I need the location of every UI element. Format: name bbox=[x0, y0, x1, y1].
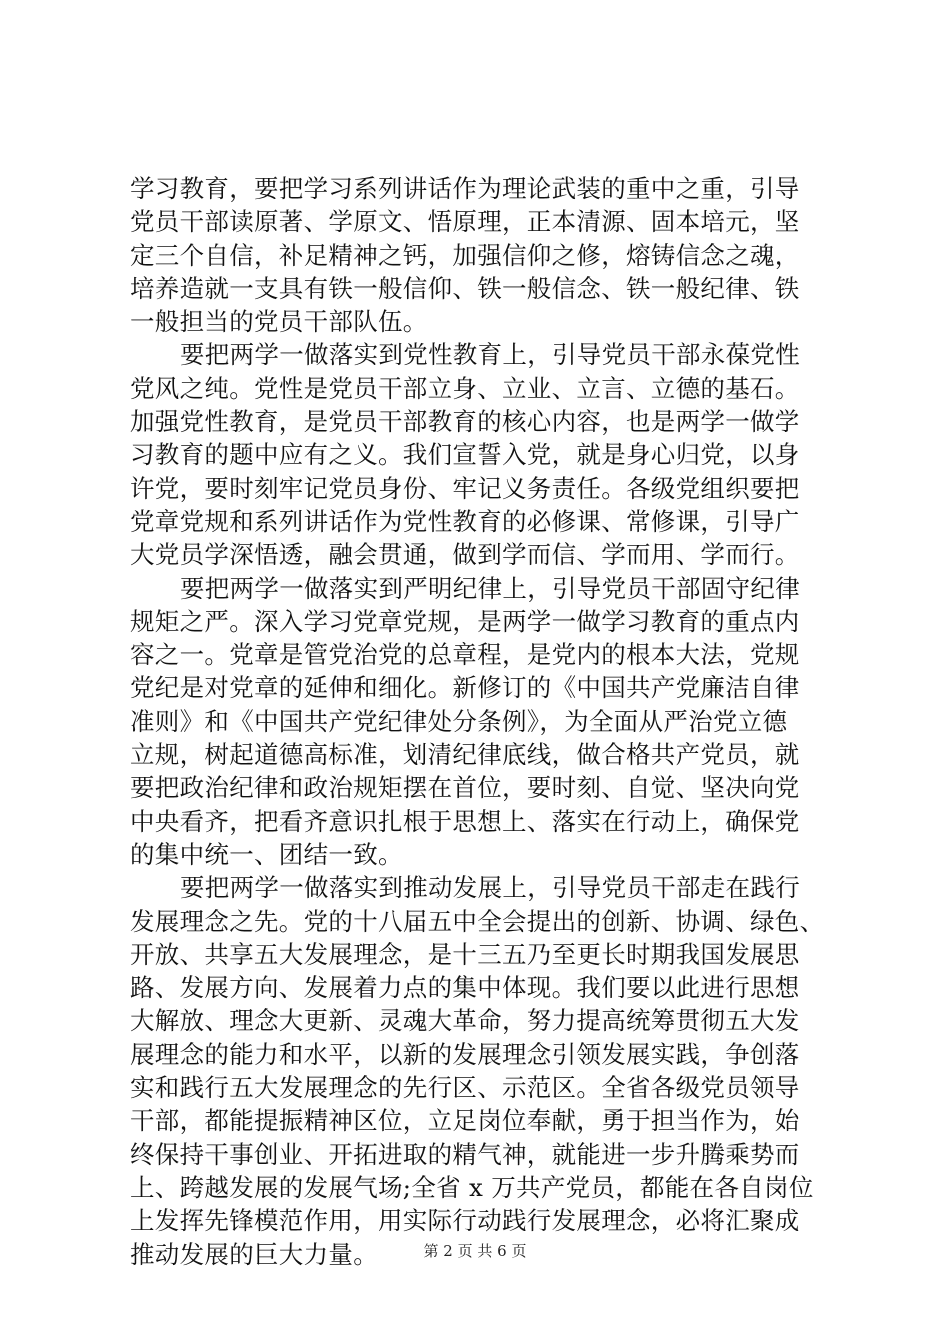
text-line: 要把两学一做落实到推动发展上，引导党员干部走在践行 bbox=[180, 873, 800, 903]
text-line: 党风之纯。党性是党员干部立身、立业、立言、立德的基石。 bbox=[130, 373, 800, 403]
text-line: 要把两学一做落实到严明纪律上，引导党员干部固守纪律 bbox=[180, 573, 800, 603]
text-line: 开放、共享五大发展理念，是十三五乃至更长时期我国发展思 bbox=[130, 939, 800, 969]
text-line: 展理念的能力和水平，以新的发展理念引领发展实践，争创落 bbox=[130, 1039, 800, 1069]
text-line: 要把两学一做落实到党性教育上，引导党员干部永葆党性 bbox=[180, 340, 800, 370]
text-line: 上、跨越发展的发展气场;全省 x 万共产党员，都能在各自岗位 bbox=[130, 1172, 814, 1202]
text-line: 规矩之严。深入学习党章党规，是两学一做学习教育的重点内 bbox=[130, 606, 800, 636]
text-line: 习教育的题中应有之义。我们宣誓入党，就是身心归党，以身 bbox=[130, 440, 800, 470]
text-line: 大党员学深悟透，融会贯通，做到学而信、学而用、学而行。 bbox=[130, 540, 800, 570]
text-line: 党章党规和系列讲话作为党性教育的必修课、常修课，引导广 bbox=[130, 506, 800, 536]
text-line: 容之一。党章是管党治党的总章程，是党内的根本大法，党规 bbox=[130, 640, 800, 670]
text-line: 干部，都能提振精神区位，立足岗位奉献，勇于担当作为，始 bbox=[130, 1106, 800, 1136]
text-line: 实和践行五大发展理念的先行区、示范区。全省各级党员领导 bbox=[130, 1073, 800, 1103]
text-line: 的集中统一、团结一致。 bbox=[130, 839, 403, 869]
text-line: 路、发展方向、发展着力点的集中体现。我们要以此进行思想 bbox=[130, 973, 800, 1003]
text-line: 发展理念之先。党的十八届五中全会提出的创新、协调、绿色、 bbox=[130, 906, 825, 936]
text-line: 培养造就一支具有铁一般信仰、铁一般信念、铁一般纪律、铁 bbox=[130, 273, 800, 303]
text-line: 准则》和《中国共产党纪律处分条例》，为全面从严治党立德 bbox=[130, 706, 788, 736]
text-line: 推动发展的巨大力量。 bbox=[130, 1239, 378, 1269]
text-line: 定三个自信，补足精神之钙，加强信仰之修，熔铸信念之魂， bbox=[130, 240, 800, 270]
text-line: 大解放、理念大更新、灵魂大革命，努力提高统筹贯彻五大发 bbox=[130, 1006, 800, 1036]
document-body bbox=[130, 172, 830, 1271]
page-footer: 第 2 页 共 6 页 bbox=[423, 1242, 527, 1260]
text-line: 许党，要时刻牢记党员身份、牢记义务责任。各级党组织要把 bbox=[130, 473, 800, 503]
text-line: 立规，树起道德高标准，划清纪律底线，做合格共产党员，就 bbox=[130, 740, 800, 770]
text-line: 党员干部读原著、学原文、悟原理，正本清源、固本培元，坚 bbox=[130, 207, 800, 237]
text-line: 终保持干事创业、开拓进取的精气神，就能进一步升腾乘势而 bbox=[130, 1139, 800, 1169]
text-line: 一般担当的党员干部队伍。 bbox=[130, 307, 428, 337]
text-line: 上发挥先锋模范作用，用实际行动践行发展理念，必将汇聚成 bbox=[130, 1206, 800, 1236]
text-line: 加强党性教育，是党员干部教育的核心内容，也是两学一做学 bbox=[130, 407, 800, 437]
text-line: 中央看齐，把看齐意识扎根于思想上、落实在行动上，确保党 bbox=[130, 806, 800, 836]
text-line: 党纪是对党章的延伸和细化。新修订的《中国共产党廉洁自律 bbox=[130, 673, 800, 703]
text-line: 要把政治纪律和政治规矩摆在首位，要时刻、自觉、坚决向党 bbox=[130, 773, 800, 803]
text-line: 学习教育，要把学习系列讲话作为理论武装的重中之重，引导 bbox=[130, 174, 800, 203]
